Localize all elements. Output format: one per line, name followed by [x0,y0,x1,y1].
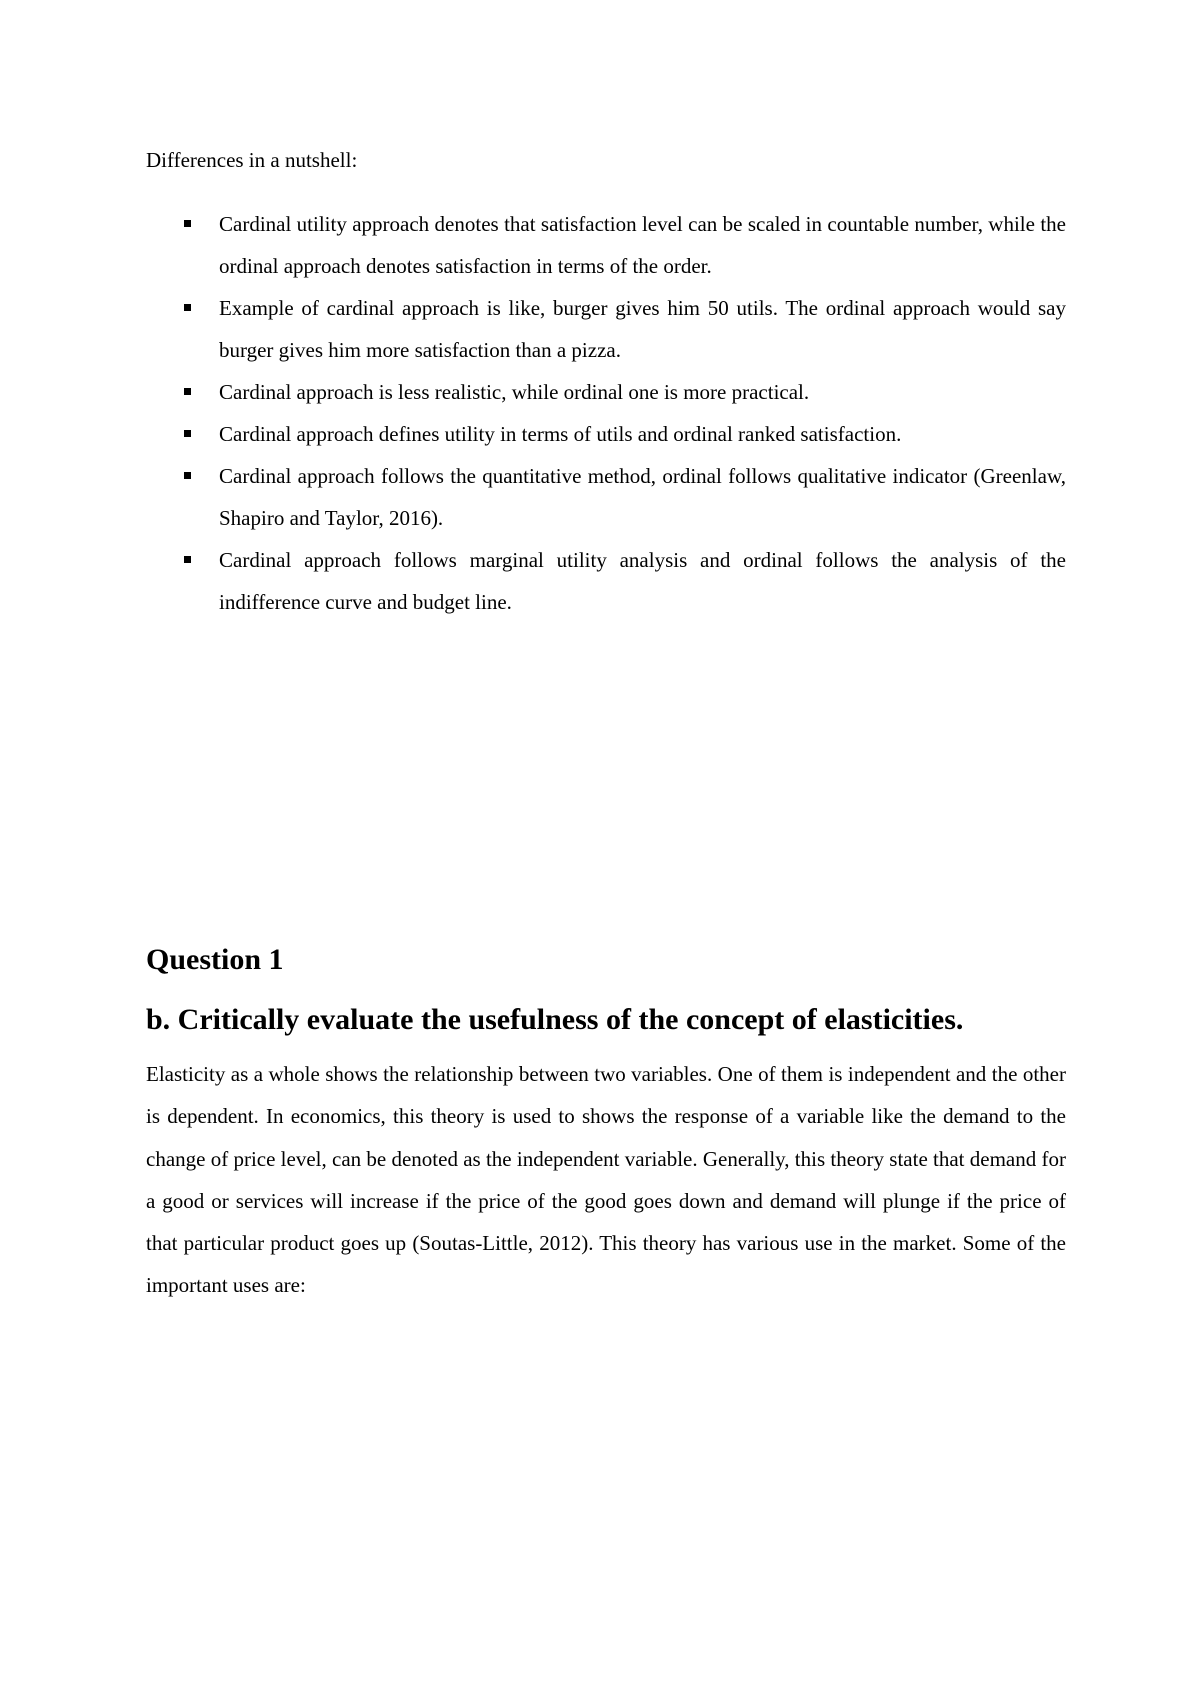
list-item-text: Cardinal approach follows the quantitative method, ordinal follows qualitative indicator (Greenlaw, Shapiro and Taylor, 2016). [219,464,1066,530]
square-bullet-icon [184,220,191,227]
list-item-text: Cardinal approach defines utility in terms of utils and ordinal ranked satisfaction. [219,422,902,446]
square-bullet-icon [184,430,191,437]
list-item-text: Cardinal approach follows marginal utility analysis and ordinal follows the analysis of the indifference curve and budget line. [219,548,1066,614]
intro-text: Differences in a nutshell: [146,148,358,172]
list-item [146,287,1066,371]
square-bullet-icon [184,472,191,479]
list-item [146,539,1066,623]
square-bullet-icon [184,304,191,311]
differences-list [146,203,1066,623]
list-item-text: Cardinal approach is less realistic, while ordinal one is more practical. [219,380,810,404]
list-item [146,203,1066,287]
list-item-text: Example of cardinal approach is like, burger gives him 50 utils. The ordinal approach would say burger gives him more satisfaction than a pizza. [219,296,1066,362]
body-paragraph: Elasticity as a whole shows the relationship between two variables. One of them is independent and the other is dependent. In economics, this theory is used to shows the response of a variable like the demand to the change of price level, can be denoted as the independent variable. Generally, this theory state that demand for a good or services will increase if the price of the good goes down and demand will plunge if the price of that particular product goes up (Soutas-Little, 2012). This theory has various use in the market. Some of the important uses are: [146,1062,1066,1298]
list-item [146,413,1066,455]
question-heading: Question 1 [146,943,284,976]
list-item [146,455,1066,539]
list-item [146,371,1066,413]
list-item-text: Cardinal utility approach denotes that satisfaction level can be scaled in countable number, while the ordinal approach denotes satisfaction in terms of the order. [219,212,1066,278]
question-subheading: b. Critically evaluate the usefulness of the concept of elasticities. [146,1003,964,1036]
square-bullet-icon [184,388,191,395]
square-bullet-icon [184,556,191,563]
